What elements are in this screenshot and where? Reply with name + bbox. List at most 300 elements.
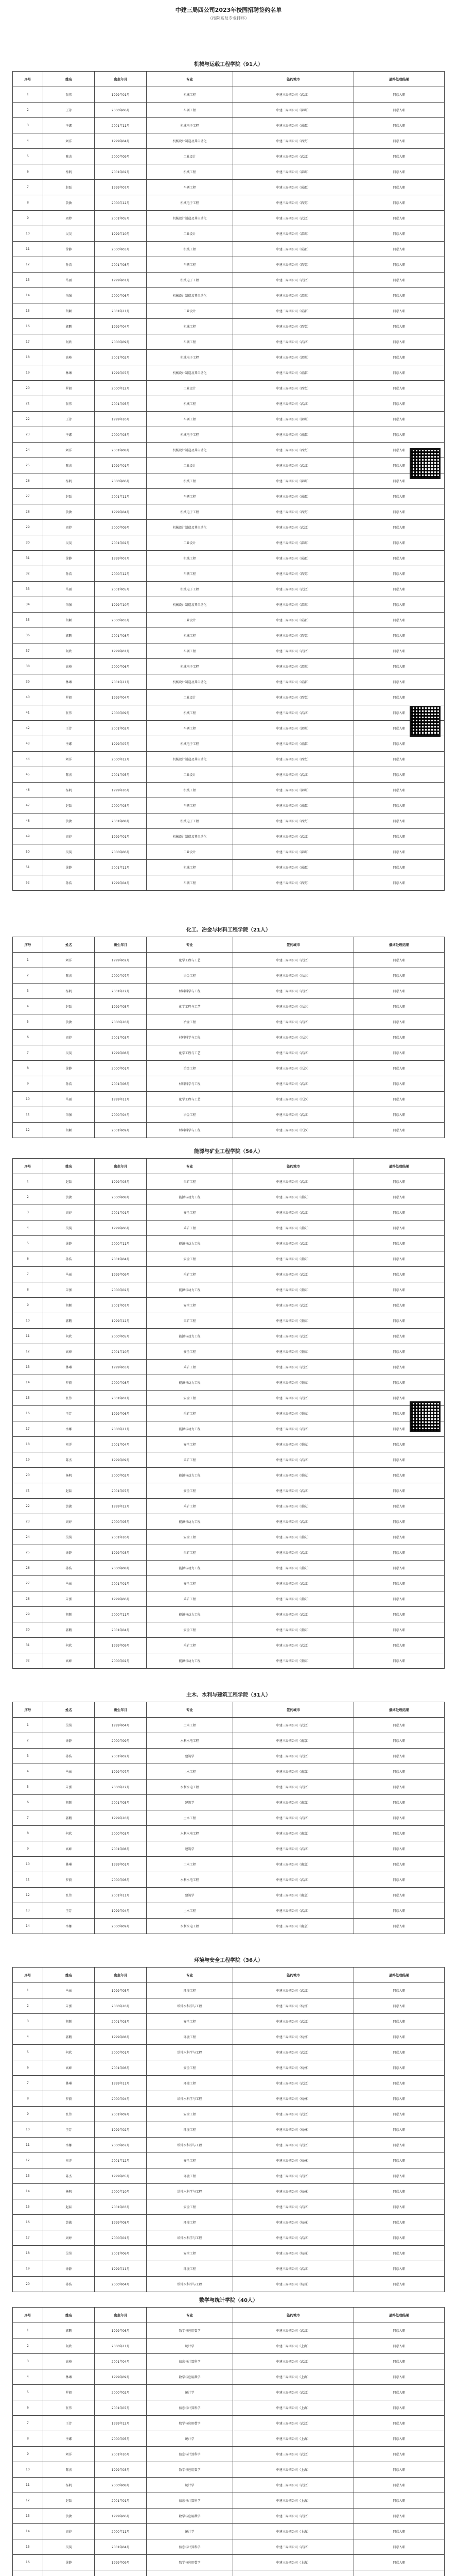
table-cell: 中建三局四公司（武汉） <box>233 2045 354 2060</box>
table-cell: 胡颖 <box>43 613 95 628</box>
table-cell: 中建三局四公司（深圳） <box>233 844 354 860</box>
table-cell: 2001年02月 <box>95 721 147 736</box>
table-cell: 2001年08月 <box>95 1841 147 1857</box>
table-cell: 何欣 <box>43 334 95 350</box>
table-cell: 2000年12月 <box>95 752 147 767</box>
table-cell: 中建三局四公司（武汉） <box>233 2447 354 2462</box>
table-cell: 机械工程 <box>147 242 233 257</box>
table-cell: 中建三局四公司（武汉） <box>233 1983 354 1998</box>
table-cell: 同意入职 <box>354 473 444 489</box>
table-row <box>13 2138 445 2153</box>
table-row <box>13 2261 445 2277</box>
table-cell: 30 <box>13 535 43 551</box>
table-cell: 吴昊 <box>43 535 95 551</box>
table-cell: 1999年07月 <box>95 180 147 195</box>
table-cell: 同意入职 <box>354 736 444 752</box>
table-row <box>13 303 445 319</box>
table-cell: 赵磊 <box>43 180 95 195</box>
table-cell: 李娜 <box>43 118 95 133</box>
table-cell: 3 <box>13 1205 43 1221</box>
table-cell: 刘洋 <box>43 2447 95 2462</box>
table-row <box>13 396 445 412</box>
table-row <box>13 1483 445 1499</box>
table-cell: 安全工程 <box>147 1530 233 1545</box>
table-cell: 42 <box>13 721 43 736</box>
table-row <box>13 613 445 628</box>
table-cell: 中建三局四公司（杭州） <box>233 2091 354 2107</box>
table-row <box>13 2122 445 2138</box>
table-cell: 中建三局四公司（西安） <box>233 319 354 334</box>
roster-table <box>12 1702 445 1934</box>
column-header: 最终处理结果 <box>354 937 444 953</box>
table-cell: 机械工程 <box>147 628 233 643</box>
table-cell: 中建三局四公司（武汉） <box>233 2076 354 2091</box>
table-row <box>13 1329 445 1344</box>
table-cell: 2001年03月 <box>95 2014 147 2029</box>
table-cell: 采矿工程 <box>147 1638 233 1653</box>
table-cell: 中建三局四公司（武汉） <box>233 334 354 350</box>
table-cell: 中建三局四公司（深圳） <box>233 103 354 118</box>
table-cell: 中建三局四公司（武汉） <box>233 1749 354 1764</box>
table-cell: 1999年07月 <box>95 365 147 381</box>
table-cell: 3 <box>13 118 43 133</box>
table-cell: 机械电子工程 <box>147 118 233 133</box>
table-cell: 2001年01月 <box>95 1576 147 1591</box>
table-row <box>13 103 445 118</box>
table-cell: 胡颖 <box>43 1607 95 1622</box>
table-cell: 中建三局四公司（西安） <box>233 257 354 273</box>
table-row <box>13 1810 445 1826</box>
table-cell: 50 <box>13 844 43 860</box>
table-cell: 2000年03月 <box>95 427 147 443</box>
table-header-row <box>13 2308 445 2323</box>
table-cell: 中建三局四公司（武汉） <box>233 2199 354 2215</box>
table-header-row <box>13 937 445 953</box>
table-cell: 中建三局四公司（深圳） <box>233 288 354 303</box>
table-cell: 2001年08月 <box>95 443 147 458</box>
table-cell: 同意入职 <box>354 1826 444 1841</box>
table-cell: 同意入职 <box>354 535 444 551</box>
table-row <box>13 1576 445 1591</box>
table-cell: 中建三局四公司（武汉） <box>233 1236 354 1251</box>
table-cell: 11 <box>13 1329 43 1344</box>
table-row <box>13 551 445 566</box>
section-title: 环境与安全工程学院（36人） <box>194 1958 263 1963</box>
table-cell: 1999年05月 <box>95 2168 147 2184</box>
table-cell: 安全工程 <box>147 1437 233 1452</box>
table-cell: 20 <box>13 381 43 396</box>
table-row <box>13 674 445 690</box>
table-cell: 2001年08月 <box>95 814 147 829</box>
roster-table <box>12 2307 445 2576</box>
table-cell: 机械设计制造及其自动化 <box>147 443 233 458</box>
table-cell: 1999年08月 <box>95 2029 147 2045</box>
table-cell: 2000年07月 <box>95 2138 147 2153</box>
table-cell: 同意入职 <box>354 226 444 242</box>
table-cell: 同意入职 <box>354 195 444 211</box>
table-row <box>13 1190 445 1205</box>
table-cell: 安全工程 <box>147 2014 233 2029</box>
column-header: 姓名 <box>43 1968 95 1983</box>
table-cell: 中建三局四公司（南京） <box>233 1795 354 1810</box>
table-cell: 1999年11月 <box>95 2261 147 2277</box>
table-cell: 马丽 <box>43 1092 95 1107</box>
table-cell: 中建三局四公司（武汉） <box>233 1810 354 1826</box>
table-cell: 同意入职 <box>354 242 444 257</box>
table-cell: 同意入职 <box>354 288 444 303</box>
table-cell: 同意入职 <box>354 1998 444 2014</box>
department-section <box>12 1144 445 1669</box>
table-cell: 安全工程 <box>147 1251 233 1267</box>
column-header: 出生年月 <box>95 937 147 953</box>
table-row <box>13 2091 445 2107</box>
table-cell: 统计学 <box>147 2478 233 2493</box>
table-cell: 5 <box>13 2045 43 2060</box>
table-cell: 机械设计制造及其自动化 <box>147 133 233 149</box>
table-row <box>13 1872 445 1888</box>
table-row <box>13 319 445 334</box>
table-cell: 同意入职 <box>354 2338 444 2354</box>
table-cell: 2 <box>13 1733 43 1749</box>
table-cell: 中建三局四公司（长沙） <box>233 999 354 1014</box>
table-cell: 杨帆 <box>43 783 95 798</box>
table-cell: 同意入职 <box>354 1903 444 1919</box>
table-cell: 2001年03月 <box>95 2199 147 2215</box>
table-cell: 2001年08月 <box>95 257 147 273</box>
table-cell: 5 <box>13 1780 43 1795</box>
table-row <box>13 643 445 659</box>
table-cell: 1999年04月 <box>95 504 147 520</box>
table-cell: 中建三局四公司（武汉） <box>233 396 354 412</box>
table-row <box>13 2431 445 2447</box>
table-cell: 中建三局四公司（武汉） <box>233 1360 354 1375</box>
table-cell: 土木工程 <box>147 1764 233 1780</box>
table-cell: 中建三局四公司（西安） <box>233 133 354 149</box>
table-cell: 吴昊 <box>43 844 95 860</box>
table-row <box>13 489 445 504</box>
table-cell: 同意入职 <box>354 2354 444 2369</box>
table-cell: 36 <box>13 628 43 643</box>
table-cell: 同意入职 <box>354 1014 444 1030</box>
table-row <box>13 2107 445 2122</box>
table-cell: 机械工程 <box>147 551 233 566</box>
table-cell: 同意入职 <box>354 520 444 535</box>
table-cell: 1999年09月 <box>95 2369 147 2385</box>
table-cell: 给排水科学与工程 <box>147 2091 233 2107</box>
table-cell: 能源与动力工程 <box>147 1190 233 1205</box>
department-section <box>12 2293 445 2576</box>
column-header: 专业 <box>147 1968 233 1983</box>
table-cell: 2000年11月 <box>95 2338 147 2354</box>
table-cell: 采矿工程 <box>147 1545 233 1561</box>
table-cell: 机械设计制造及其自动化 <box>147 674 233 690</box>
table-cell: 1 <box>13 1983 43 1998</box>
column-header: 姓名 <box>43 1159 95 1174</box>
table-cell: 中建三局四公司（武汉） <box>233 2478 354 2493</box>
table-cell: 1999年05月 <box>95 999 147 1014</box>
table-cell: 马丽 <box>43 1267 95 1282</box>
table-cell: 同意入职 <box>354 2369 444 2385</box>
table-cell: 黄敏 <box>43 1499 95 1514</box>
table-cell: 陈杰 <box>43 458 95 473</box>
table-cell: 中建三局四公司（深圳） <box>233 659 354 674</box>
table-cell: 郭鹏 <box>43 1313 95 1329</box>
table-cell: 同意入职 <box>354 798 444 814</box>
table-cell: 2001年03月 <box>95 1030 147 1045</box>
table-cell: 1999年03月 <box>95 1545 147 1561</box>
table-cell: 同意入职 <box>354 1375 444 1391</box>
table-row <box>13 1888 445 1903</box>
table-cell: 车辆工程 <box>147 334 233 350</box>
table-cell: 1999年04月 <box>95 1718 147 1733</box>
table-cell: 中建三局四公司（深圳） <box>233 350 354 365</box>
table-cell: 1999年04月 <box>95 690 147 705</box>
table-cell: 罗毅 <box>43 2091 95 2107</box>
table-cell: 29 <box>13 1607 43 1622</box>
table-cell: 同意入职 <box>354 319 444 334</box>
table-cell: 7 <box>13 2416 43 2431</box>
column-header: 姓名 <box>43 72 95 87</box>
table-cell: 2000年12月 <box>95 1780 147 1795</box>
table-cell: 采矿工程 <box>147 1267 233 1282</box>
table-cell: 23 <box>13 427 43 443</box>
table-cell: 化学工程与工艺 <box>147 1045 233 1061</box>
table-row <box>13 566 445 582</box>
table-cell: 给排水科学与工程 <box>147 2277 233 2292</box>
table-cell: 中建三局四公司（武汉） <box>233 2168 354 2184</box>
table-cell: 11 <box>13 2478 43 2493</box>
table-cell: 46 <box>13 783 43 798</box>
table-cell: 16 <box>13 2215 43 2230</box>
table-cell: 11 <box>13 1872 43 1888</box>
table-cell: 14 <box>13 1919 43 1934</box>
table-cell: 同意入职 <box>354 133 444 149</box>
table-cell: 1999年06月 <box>95 2323 147 2338</box>
table-cell: 机械设计制造及其自动化 <box>147 211 233 226</box>
table-header-row <box>13 1968 445 1983</box>
table-row <box>13 1499 445 1514</box>
table-cell: 马丽 <box>43 1983 95 1998</box>
table-cell: 同意入职 <box>354 2168 444 2184</box>
table-cell: 建筑学 <box>147 1841 233 1857</box>
table-cell: 赵磊 <box>43 1483 95 1499</box>
table-cell: 2000年08月 <box>95 1561 147 1576</box>
table-cell: 1999年06月 <box>95 2509 147 2524</box>
table-cell: 机械设计制造及其自动化 <box>147 365 233 381</box>
table-cell: 杨帆 <box>43 2184 95 2199</box>
table-cell: 22 <box>13 1499 43 1514</box>
table-cell: 6 <box>13 1030 43 1045</box>
table-cell: 安全工程 <box>147 1298 233 1313</box>
table-row <box>13 350 445 365</box>
table-cell: 采矿工程 <box>147 1406 233 1421</box>
table-cell: 中建三局四公司（杭州） <box>233 2184 354 2199</box>
table-cell: 10 <box>13 1857 43 1872</box>
table-row <box>13 1795 445 1810</box>
table-cell: 31 <box>13 1638 43 1653</box>
table-cell: 2000年01月 <box>95 2230 147 2246</box>
table-cell: 罗毅 <box>43 1872 95 1888</box>
table-cell: 材料科学与工程 <box>147 1123 233 1138</box>
table-cell: 中建三局四公司（武汉） <box>233 1045 354 1061</box>
table-cell: 1999年10月 <box>95 597 147 613</box>
table-cell: 中建三局四公司（西安） <box>233 875 354 891</box>
table-row <box>13 2215 445 2230</box>
table-cell: 12 <box>13 2493 43 2509</box>
table-cell: 采矿工程 <box>147 1452 233 1468</box>
table-cell: 4 <box>13 1221 43 1236</box>
table-cell: 1999年02月 <box>95 953 147 968</box>
table-cell: 安全工程 <box>147 2060 233 2076</box>
table-cell: 安全工程 <box>147 2107 233 2122</box>
table-cell: 3 <box>13 984 43 999</box>
table-cell: 34 <box>13 597 43 613</box>
column-header: 签约城市 <box>233 1968 354 1983</box>
table-cell: 5 <box>13 149 43 164</box>
table-cell: 2000年10月 <box>95 1998 147 2014</box>
table-cell: 孙浩 <box>43 566 95 582</box>
table-cell: 39 <box>13 674 43 690</box>
table-cell: 数学与应用数学 <box>147 2555 233 2570</box>
table-cell: 1999年01月 <box>95 1857 147 1872</box>
table-cell: 何欣 <box>43 643 95 659</box>
table-cell: 1999年05月 <box>95 1983 147 1998</box>
table-cell: 中建三局四公司（长沙） <box>233 1061 354 1076</box>
table-row <box>13 242 445 257</box>
table-cell: 2000年11月 <box>95 2524 147 2539</box>
table-row <box>13 1841 445 1857</box>
table-cell: 孙浩 <box>43 1251 95 1267</box>
table-cell: 杨帆 <box>43 2478 95 2493</box>
table-cell: 同意入职 <box>354 860 444 875</box>
table-cell: 吴昊 <box>43 2246 95 2261</box>
table-cell: 10 <box>13 226 43 242</box>
table-cell: 能源与动力工程 <box>147 1421 233 1437</box>
table-cell: 朱强 <box>43 1591 95 1607</box>
table-cell: 能源与动力工程 <box>147 1329 233 1344</box>
table-cell: 信息与计算科学 <box>147 2493 233 2509</box>
table-cell: 2001年05月 <box>95 1795 147 1810</box>
table-cell: 孙浩 <box>43 1076 95 1092</box>
table-cell: 林琳 <box>43 674 95 690</box>
table-row <box>13 705 445 721</box>
table-cell: 陈杰 <box>43 2462 95 2478</box>
table-row <box>13 211 445 226</box>
table-cell: 同意入职 <box>354 1764 444 1780</box>
table-cell: 同意入职 <box>354 412 444 427</box>
table-cell: 同意入职 <box>354 1205 444 1221</box>
table-cell: 中建三局四公司（重庆） <box>233 1375 354 1391</box>
table-cell: 同意入职 <box>354 1452 444 1468</box>
table-cell: 机械电子工程 <box>147 427 233 443</box>
table-cell: 机械工程 <box>147 396 233 412</box>
table-cell: 数学与应用数学 <box>147 2369 233 2385</box>
column-header: 最终处理结果 <box>354 2308 444 2323</box>
table-cell: 刘洋 <box>43 133 95 149</box>
table-row <box>13 1014 445 1030</box>
table-row <box>13 1045 445 1061</box>
table-cell: 9 <box>13 211 43 226</box>
table-row <box>13 1826 445 1841</box>
table-cell: 6 <box>13 164 43 180</box>
table-cell: 22 <box>13 412 43 427</box>
column-header: 最终处理结果 <box>354 1968 444 1983</box>
table-row <box>13 1607 445 1622</box>
table-cell: 同意入职 <box>354 443 444 458</box>
table-cell: 2000年06月 <box>95 473 147 489</box>
table-cell: 1 <box>13 1718 43 1733</box>
table-cell: 1999年02月 <box>95 2122 147 2138</box>
table-cell: 1999年03月 <box>95 2462 147 2478</box>
table-row <box>13 1718 445 1733</box>
table-row <box>13 2184 445 2199</box>
table-cell: 19 <box>13 1452 43 1468</box>
table-cell: 同意入职 <box>354 1236 444 1251</box>
table-cell: 2001年05月 <box>95 396 147 412</box>
table-cell: 同意入职 <box>354 1329 444 1344</box>
table-cell: 王芳 <box>43 103 95 118</box>
table-row <box>13 953 445 968</box>
table-cell: 中建三局四公司（杭州） <box>233 2029 354 2045</box>
table-cell: 同意入职 <box>354 1468 444 1483</box>
table-cell: 车辆工程 <box>147 566 233 582</box>
table-cell: 同意入职 <box>354 968 444 984</box>
section-title: 能源与矿业工程学院（56人） <box>194 1149 263 1155</box>
table-cell: 杨帆 <box>43 473 95 489</box>
table-cell: 陈杰 <box>43 2168 95 2184</box>
table-cell: 采矿工程 <box>147 1360 233 1375</box>
table-cell: 同意入职 <box>354 2555 444 2570</box>
table-cell: 6 <box>13 1251 43 1267</box>
table-cell: 中建三局四公司（上海） <box>233 2555 354 2570</box>
table-cell: 40 <box>13 690 43 705</box>
table-cell: 采矿工程 <box>147 1221 233 1236</box>
table-row <box>13 783 445 798</box>
table-cell: 43 <box>13 736 43 752</box>
table-cell: 同意入职 <box>354 1107 444 1123</box>
table-cell: 同意入职 <box>354 752 444 767</box>
table-cell: 中建三局四公司（武汉） <box>233 1872 354 1888</box>
table-cell: 同意入职 <box>354 1857 444 1872</box>
table-cell: 45 <box>13 767 43 783</box>
table-cell: 机械设计制造及其自动化 <box>147 752 233 767</box>
table-cell: 胡颖 <box>43 303 95 319</box>
table-cell: 朱强 <box>43 288 95 303</box>
table-cell: 35 <box>13 613 43 628</box>
table-cell: 同意入职 <box>354 1421 444 1437</box>
table-row <box>13 2570 445 2576</box>
table-cell: 吴昊 <box>43 1718 95 1733</box>
document-subtitle: （按院系及专业排序） <box>208 16 249 21</box>
table-cell: 化学工程与工艺 <box>147 953 233 968</box>
table-cell: 中建三局四公司（西安） <box>233 628 354 643</box>
table-cell: 9 <box>13 2447 43 2462</box>
column-header: 签约城市 <box>233 2308 354 2323</box>
table-cell: 黄敏 <box>43 1190 95 1205</box>
table-cell: 同意入职 <box>354 1313 444 1329</box>
table-cell: 2000年06月 <box>95 103 147 118</box>
table-cell: 同意入职 <box>354 1030 444 1045</box>
table-cell: 32 <box>13 1653 43 1669</box>
table-cell: 同意入职 <box>354 1530 444 1545</box>
table-cell: 张伟 <box>43 87 95 103</box>
table-cell: 52 <box>13 875 43 891</box>
table-cell: 机械电子工程 <box>147 582 233 597</box>
table-cell: 2000年09月 <box>95 149 147 164</box>
table-cell: 24 <box>13 1530 43 1545</box>
table-cell: 2001年04月 <box>95 1437 147 1452</box>
table-cell: 中建三局四公司（武汉） <box>233 2138 354 2153</box>
